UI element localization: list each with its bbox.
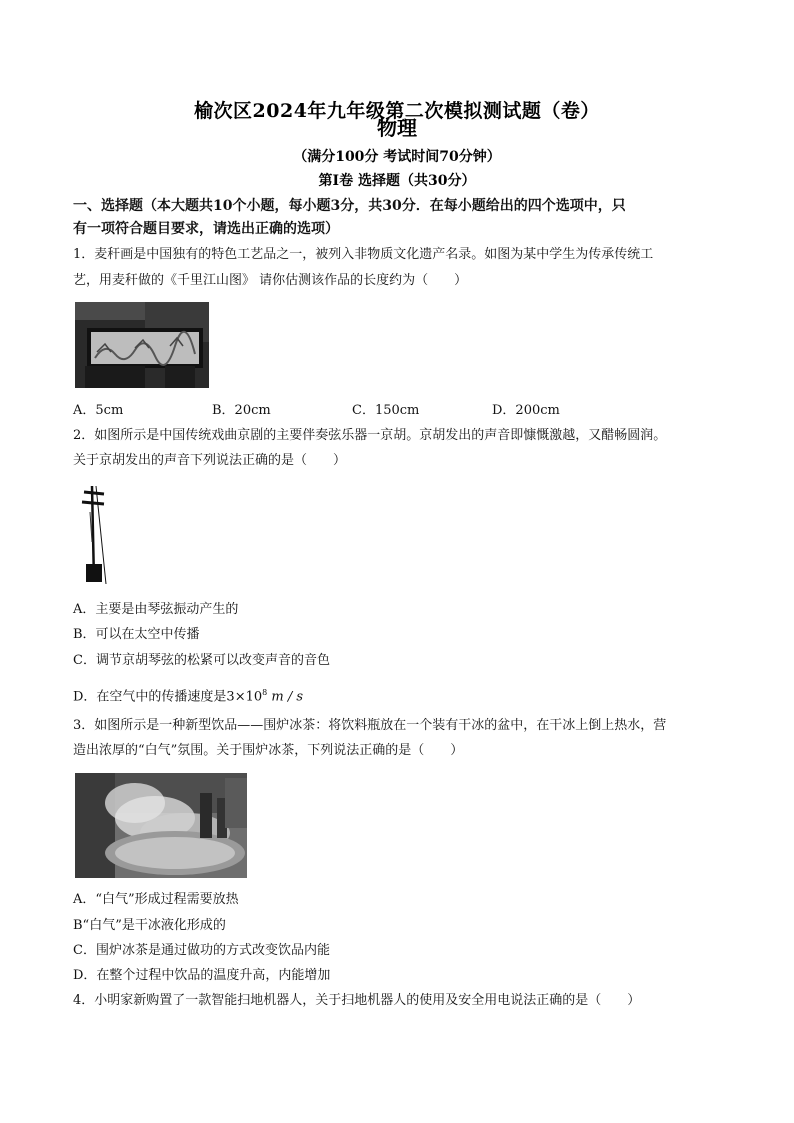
q2-option-b: B．可以在太空中传播 [73,627,200,642]
q2-option-d [73,684,303,706]
section-heading-line1: 一、选择题（本大题共10个小题，每小题3分，共30分．在每小题给出的四个选项中，只 [73,198,626,214]
q2-option-d-prefix: D．在空气中的传播速度是3×10 [73,689,263,705]
q2-option-a: A．主要是由琴弦振动产生的 [73,602,239,617]
q1-line2: 艺，用麦秆做的《千里江山图》 请你估测该作品的长度约为（ ） [73,273,468,288]
q4-line1: 4．小明家新购置了一款智能扫地机器人，关于扫地机器人的使用及安全用电说法正确的是（ ） [73,993,641,1008]
q2-option-d-exponent: 8 [262,688,268,697]
q3-line1: 3．如图所示是一种新型饮品——围炉冰茶：将饮料瓶放在一个装有干冰的盆中，在干冰上倒上热水，营 [73,718,667,733]
exam-info: （满分100分 考试时间70分钟） [293,149,501,165]
q2-option-d-suffix: m / s [267,689,304,705]
q2-line1: 2．如图所示是中国传统戏曲京剧的主要伴奏弦乐器一京胡。京胡发出的声音即慷慨激越，又醋畅圆润。 [73,428,667,443]
q2-line2: 关于京胡发出的声音下列说法正确的是（ ） [73,453,347,468]
q3-option-d: D．在整个过程中饮品的温度升高，内能增加 [73,968,331,983]
weilu-ice-tea-image [75,773,247,878]
wheat-straw-painting-image [75,302,209,388]
subject-title: 物理 [377,116,417,140]
q3-line2: 造出浓厚的“白气”氛围。关于围炉冰茶，下列说法正确的是（ ） [73,743,464,758]
section-heading-line2: 有一项符合题目要求，请选出正确的选项） [73,221,339,237]
q2-option-c: C．调节京胡琴弦的松紧可以改变声音的音色 [73,653,330,668]
q3-option-b: B“白气”是干冰液化形成的 [73,918,226,933]
q3-option-a: A．“白气”形成过程需要放热 [73,892,239,907]
q1-line1: 1．麦秆画是中国独有的特色工艺品之一，被列入非物质文化遗产名录。如图为某中学生为传承传统工 [73,247,654,262]
q1-option-b: B．20cm [212,403,271,418]
q1-option-d: D．200cm [492,403,560,418]
q1-option-a: A．5cm [73,403,124,418]
exam-title: 榆次区2024年九年级第二次模拟测试题（卷） [194,100,600,122]
q3-option-c: C．围炉冰茶是通过做功的方式改变饮品内能 [73,943,330,958]
q1-option-c: C．150cm [352,403,420,418]
part-title: 第Ⅰ卷 选择题（共30分） [318,173,476,189]
jinghu-instrument-image [76,482,120,588]
